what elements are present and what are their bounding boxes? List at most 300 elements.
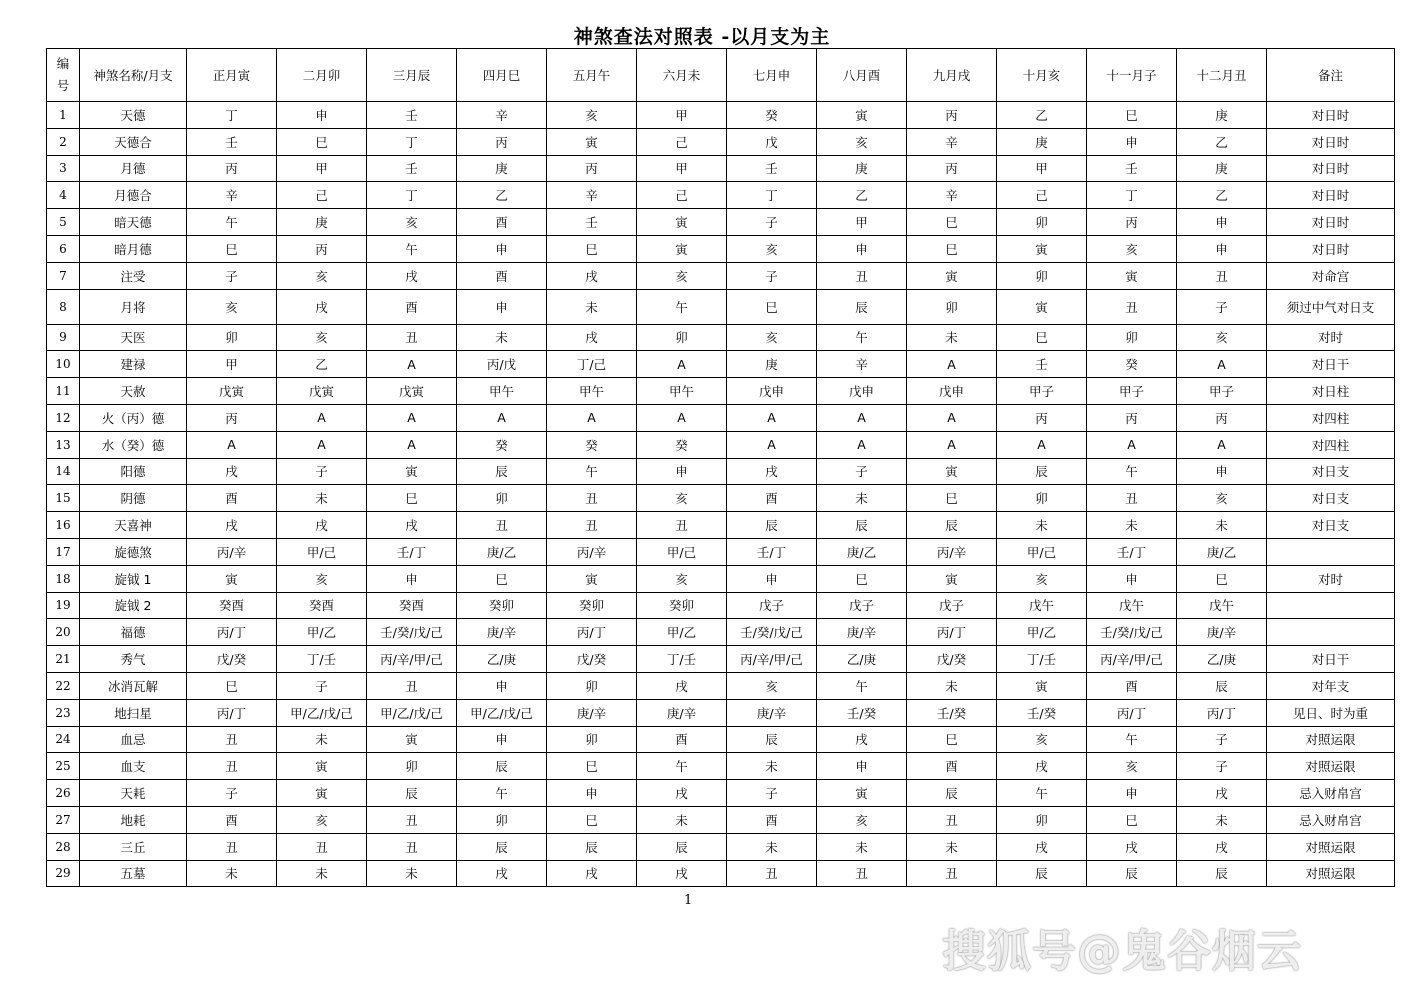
month-value: 亥 [727, 672, 817, 699]
row-number: 9 [47, 324, 80, 351]
month-value: 戌 [547, 262, 637, 289]
shensha-name: 天德合 [80, 128, 187, 155]
month-value: 未 [367, 860, 457, 887]
row-number: 10 [47, 351, 80, 378]
month-value: 酉 [457, 209, 547, 236]
row-note: 对时 [1267, 565, 1395, 592]
month-value: 甲/乙/戊/己 [367, 699, 457, 726]
shensha-table [46, 48, 1395, 887]
month-value: 壬/癸 [907, 699, 997, 726]
month-value: 未 [277, 860, 367, 887]
month-value: 巳 [277, 128, 367, 155]
month-value: 丙 [187, 155, 277, 182]
month-value: 辰 [727, 512, 817, 539]
header-month: 六月未 [637, 49, 727, 102]
month-value: 卯 [637, 324, 727, 351]
month-value: A [1087, 431, 1177, 458]
month-value: 卯 [457, 485, 547, 512]
month-value: 亥 [1177, 324, 1267, 351]
month-value: 卯 [457, 806, 547, 833]
month-value: 巳 [907, 235, 997, 262]
header-month: 三月辰 [367, 49, 457, 102]
month-value: 卯 [547, 726, 637, 753]
month-value: 丙/丁 [187, 699, 277, 726]
month-value: 巳 [817, 565, 907, 592]
month-value: 寅 [547, 565, 637, 592]
row-note [1267, 538, 1395, 565]
month-value: 己 [997, 182, 1087, 209]
month-value: A [1177, 351, 1267, 378]
month-value: 庚 [1177, 102, 1267, 129]
month-value: 壬 [367, 155, 457, 182]
month-value: 午 [367, 235, 457, 262]
month-value: 寅 [637, 209, 727, 236]
table-row [47, 209, 1395, 236]
row-note: 对四柱 [1267, 404, 1395, 431]
row-note: 对日柱 [1267, 378, 1395, 405]
row-number: 24 [47, 726, 80, 753]
shensha-name: 建禄 [80, 351, 187, 378]
header-name: 神煞名称/月支 [80, 49, 187, 102]
month-value: 辛 [907, 128, 997, 155]
shensha-name: 天德 [80, 102, 187, 129]
row-note: 对日干 [1267, 646, 1395, 673]
month-value: 辰 [817, 289, 907, 324]
shensha-name: 天喜神 [80, 512, 187, 539]
table-row [47, 262, 1395, 289]
month-value: 丙/丁 [1087, 699, 1177, 726]
shensha-name: 暗月德 [80, 235, 187, 262]
month-value: 寅 [277, 780, 367, 807]
month-value: 甲 [277, 155, 367, 182]
month-value: 寅 [997, 672, 1087, 699]
shensha-name: 冰消瓦解 [80, 672, 187, 699]
month-value: 庚/乙 [817, 538, 907, 565]
month-value: 丙 [907, 155, 997, 182]
month-value: 巳 [907, 209, 997, 236]
month-value: 戌 [727, 458, 817, 485]
month-value: 亥 [277, 806, 367, 833]
month-value: 甲 [817, 209, 907, 236]
month-value: 亥 [727, 235, 817, 262]
month-value: 戌 [277, 289, 367, 324]
month-value: 酉 [907, 753, 997, 780]
month-value: 未 [277, 485, 367, 512]
month-value: 甲/己 [637, 538, 727, 565]
month-value: A [457, 404, 547, 431]
month-value: 庚/乙 [457, 538, 547, 565]
month-value: 寅 [997, 235, 1087, 262]
month-value: 癸卯 [457, 592, 547, 619]
month-value: 午 [1087, 458, 1177, 485]
shensha-name: 五墓 [80, 860, 187, 887]
row-note: 忌入财帛宫 [1267, 806, 1395, 833]
month-value: 壬/癸 [817, 699, 907, 726]
month-value: 申 [457, 672, 547, 699]
month-value: 卯 [187, 324, 277, 351]
month-value: 亥 [1087, 753, 1177, 780]
shensha-name: 旋钺 2 [80, 592, 187, 619]
month-value: 亥 [727, 324, 817, 351]
month-value: 丙 [277, 235, 367, 262]
month-value: 辰 [1177, 672, 1267, 699]
month-value: 戊/癸 [187, 646, 277, 673]
month-value: 甲/己 [277, 538, 367, 565]
month-value: 卯 [547, 672, 637, 699]
month-value: 戊午 [997, 592, 1087, 619]
month-value: 己 [637, 182, 727, 209]
month-value: 丙 [1177, 404, 1267, 431]
month-value: 寅 [907, 262, 997, 289]
month-value: 丙/辛/甲/己 [727, 646, 817, 673]
month-value: 子 [1177, 753, 1267, 780]
page-number: 1 [684, 893, 693, 908]
month-value: 乙 [277, 351, 367, 378]
month-value: 癸卯 [637, 592, 727, 619]
month-value: 乙 [1177, 128, 1267, 155]
month-value: 戌 [1177, 833, 1267, 860]
month-value: 辰 [997, 458, 1087, 485]
month-value: 戌 [997, 833, 1087, 860]
table-row [47, 726, 1395, 753]
row-number: 6 [47, 235, 80, 262]
month-value: 壬/丁 [727, 538, 817, 565]
month-value: 乙 [997, 102, 1087, 129]
header-month: 十二月丑 [1177, 49, 1267, 102]
month-value: 巳 [1177, 565, 1267, 592]
month-value: 庚 [277, 209, 367, 236]
shensha-name: 血忌 [80, 726, 187, 753]
month-value: 甲子 [1177, 378, 1267, 405]
month-value: A [367, 351, 457, 378]
row-note: 对日时 [1267, 235, 1395, 262]
month-value: 寅 [547, 128, 637, 155]
month-value: 癸 [547, 431, 637, 458]
month-value: 壬/癸/戊/己 [367, 619, 457, 646]
month-value: 戊子 [817, 592, 907, 619]
month-value: 辰 [1087, 860, 1177, 887]
month-value: 辛 [817, 351, 907, 378]
month-value: 申 [817, 753, 907, 780]
month-value: 乙/庚 [817, 646, 907, 673]
month-value: 甲/乙/戊/己 [277, 699, 367, 726]
month-value: 庚/辛 [727, 699, 817, 726]
month-value: 卯 [997, 262, 1087, 289]
month-value: 午 [1087, 726, 1177, 753]
month-value: 辛 [187, 182, 277, 209]
row-note: 对日时 [1267, 128, 1395, 155]
month-value: A [727, 431, 817, 458]
table-row [47, 860, 1395, 887]
table-row [47, 538, 1395, 565]
row-note: 对日时 [1267, 155, 1395, 182]
shensha-name: 暗天德 [80, 209, 187, 236]
shensha-name: 天赦 [80, 378, 187, 405]
watermark: 搜狐号@鬼谷烟云 [942, 926, 1302, 977]
month-value: A [907, 404, 997, 431]
month-value: 癸 [1087, 351, 1177, 378]
row-number: 19 [47, 592, 80, 619]
table-row [47, 833, 1395, 860]
month-value: 戌 [187, 512, 277, 539]
month-value: 甲/乙 [637, 619, 727, 646]
month-value: 辰 [457, 833, 547, 860]
month-value: 寅 [907, 458, 997, 485]
table-row [47, 780, 1395, 807]
row-note: 对日时 [1267, 102, 1395, 129]
month-value: 丙 [457, 128, 547, 155]
table-row [47, 235, 1395, 262]
month-value: 丑 [907, 806, 997, 833]
month-value: 未 [277, 726, 367, 753]
table-row [47, 806, 1395, 833]
month-value: 申 [1087, 565, 1177, 592]
month-value: 戌 [547, 860, 637, 887]
month-value: 子 [727, 262, 817, 289]
month-value: 子 [277, 672, 367, 699]
shensha-name: 月德合 [80, 182, 187, 209]
month-value: 未 [727, 753, 817, 780]
table-row [47, 102, 1395, 129]
month-value: 午 [637, 289, 727, 324]
month-value: 巳 [547, 235, 637, 262]
month-value: 丑 [547, 485, 637, 512]
header-month: 十一月子 [1087, 49, 1177, 102]
row-number: 3 [47, 155, 80, 182]
month-value: 丙/辛 [907, 538, 997, 565]
month-value: 乙 [1177, 182, 1267, 209]
month-value: 癸 [637, 431, 727, 458]
table-row [47, 155, 1395, 182]
month-value: 亥 [817, 806, 907, 833]
month-value: 庚 [1177, 155, 1267, 182]
month-value: 丑 [187, 833, 277, 860]
month-value: 丙/辛/甲/己 [1087, 646, 1177, 673]
table-row [47, 512, 1395, 539]
month-value: 酉 [187, 485, 277, 512]
month-value: 丑 [817, 262, 907, 289]
month-value: 戊午 [1177, 592, 1267, 619]
month-value: 丙 [1087, 209, 1177, 236]
month-value: 辰 [547, 833, 637, 860]
month-value: 寅 [637, 235, 727, 262]
shensha-name: 地耗 [80, 806, 187, 833]
month-value: A [1177, 431, 1267, 458]
month-value: 亥 [817, 128, 907, 155]
table-row [47, 646, 1395, 673]
month-value: 巳 [997, 324, 1087, 351]
month-value: 巳 [727, 289, 817, 324]
month-value: 壬/丁 [1087, 538, 1177, 565]
month-value: 卯 [997, 485, 1087, 512]
month-value: 甲/乙/戊/己 [457, 699, 547, 726]
month-value: 丙 [907, 102, 997, 129]
month-value: 未 [1177, 512, 1267, 539]
month-value: 己 [277, 182, 367, 209]
month-value: 亥 [637, 485, 727, 512]
month-value: 庚/辛 [637, 699, 727, 726]
month-value: 戊寅 [277, 378, 367, 405]
month-value: 戌 [1177, 780, 1267, 807]
month-value: 丑 [547, 512, 637, 539]
month-value: 戌 [547, 324, 637, 351]
month-value: 戊申 [817, 378, 907, 405]
month-value: 庚/辛 [817, 619, 907, 646]
month-value: 丙 [547, 155, 637, 182]
month-value: 寅 [817, 780, 907, 807]
table-row [47, 324, 1395, 351]
month-value: 亥 [1177, 485, 1267, 512]
month-value: 巳 [187, 235, 277, 262]
month-value: 戌 [637, 780, 727, 807]
table-row [47, 672, 1395, 699]
month-value: 庚/辛 [457, 619, 547, 646]
header-month: 二月卯 [277, 49, 367, 102]
month-value: 子 [277, 458, 367, 485]
month-value: 丑 [1087, 485, 1177, 512]
month-value: 寅 [907, 565, 997, 592]
row-number: 26 [47, 780, 80, 807]
month-value: 午 [187, 209, 277, 236]
row-note: 对日支 [1267, 458, 1395, 485]
month-value: 丁 [1087, 182, 1177, 209]
month-value: 戊申 [907, 378, 997, 405]
shensha-name: 月德 [80, 155, 187, 182]
month-value: 子 [1177, 726, 1267, 753]
month-value: 未 [1087, 512, 1177, 539]
month-value: 未 [907, 833, 997, 860]
month-value: 辰 [907, 780, 997, 807]
month-value: 乙/庚 [1177, 646, 1267, 673]
header-row [47, 49, 1395, 102]
shensha-name: 天耗 [80, 780, 187, 807]
month-value: 亥 [997, 565, 1087, 592]
month-value: 丑 [1177, 262, 1267, 289]
month-value: 巳 [547, 806, 637, 833]
month-value: 未 [997, 512, 1087, 539]
month-value: 丙/丁 [187, 619, 277, 646]
shensha-name: 福德 [80, 619, 187, 646]
month-value: 癸卯 [547, 592, 637, 619]
header-no-label: 编号 [56, 56, 70, 93]
month-value: 申 [1177, 209, 1267, 236]
month-value: 戌 [637, 860, 727, 887]
month-value: 巳 [457, 565, 547, 592]
month-value: 亥 [187, 289, 277, 324]
row-note: 对照运限 [1267, 833, 1395, 860]
shensha-name: 旋德煞 [80, 538, 187, 565]
month-value: 巳 [547, 753, 637, 780]
month-value: 壬/癸/戊/己 [1087, 619, 1177, 646]
month-value: A [907, 431, 997, 458]
row-note: 对照运限 [1267, 860, 1395, 887]
month-value: 丁/壬 [637, 646, 727, 673]
month-value: 午 [817, 324, 907, 351]
month-value: 卯 [997, 209, 1087, 236]
month-value: 丑 [367, 833, 457, 860]
month-value: 未 [907, 324, 997, 351]
month-value: 亥 [1087, 235, 1177, 262]
month-value: 丑 [187, 726, 277, 753]
month-value: 戌 [1087, 833, 1177, 860]
month-value: 申 [367, 565, 457, 592]
month-value: 寅 [187, 565, 277, 592]
row-number: 15 [47, 485, 80, 512]
month-value: 申 [1177, 235, 1267, 262]
month-value: 辰 [367, 780, 457, 807]
row-number: 22 [47, 672, 80, 699]
table-row [47, 182, 1395, 209]
month-value: 乙 [817, 182, 907, 209]
month-value: 己 [637, 128, 727, 155]
month-value: 子 [1177, 289, 1267, 324]
month-value: 辛 [547, 182, 637, 209]
table-row [47, 458, 1395, 485]
month-value: 丙/丁 [1177, 699, 1267, 726]
row-note: 忌入财帛宫 [1267, 780, 1395, 807]
month-value: 子 [187, 780, 277, 807]
month-value: 寅 [277, 753, 367, 780]
month-value: 癸 [727, 102, 817, 129]
month-value: 甲午 [547, 378, 637, 405]
month-value: A [817, 404, 907, 431]
month-value: 未 [907, 672, 997, 699]
month-value: 丁 [367, 128, 457, 155]
month-value: A [367, 431, 457, 458]
month-value: 亥 [367, 209, 457, 236]
row-number: 12 [47, 404, 80, 431]
month-value: 庚/辛 [1177, 619, 1267, 646]
month-value: A [997, 431, 1087, 458]
row-note: 对日支 [1267, 485, 1395, 512]
row-note: 对时 [1267, 324, 1395, 351]
month-value: 壬 [187, 128, 277, 155]
table-row [47, 431, 1395, 458]
table-row [47, 128, 1395, 155]
month-value: 辰 [907, 512, 997, 539]
month-value: 丙 [997, 404, 1087, 431]
shensha-name: 血支 [80, 753, 187, 780]
row-note: 对命宫 [1267, 262, 1395, 289]
month-value: A [727, 404, 817, 431]
row-number: 14 [47, 458, 80, 485]
row-number: 2 [47, 128, 80, 155]
header-month: 五月午 [547, 49, 637, 102]
month-value: 午 [637, 753, 727, 780]
month-value: 戌 [187, 458, 277, 485]
month-value: 壬 [1087, 155, 1177, 182]
month-value: 癸 [457, 431, 547, 458]
row-note [1267, 619, 1395, 646]
month-value: 癸酉 [187, 592, 277, 619]
month-value: 申 [547, 780, 637, 807]
month-value: 辰 [457, 753, 547, 780]
month-value: 卯 [907, 289, 997, 324]
month-value: 申 [1087, 780, 1177, 807]
month-value: 午 [817, 672, 907, 699]
row-number: 5 [47, 209, 80, 236]
month-value: 丙/丁 [907, 619, 997, 646]
shensha-name: 注受 [80, 262, 187, 289]
month-value: 戊/癸 [907, 646, 997, 673]
row-number: 29 [47, 860, 80, 887]
month-value: 甲 [637, 155, 727, 182]
header-month: 七月申 [727, 49, 817, 102]
month-value: 寅 [997, 289, 1087, 324]
month-value: 巳 [1087, 102, 1177, 129]
row-number: 7 [47, 262, 80, 289]
row-number: 17 [47, 538, 80, 565]
